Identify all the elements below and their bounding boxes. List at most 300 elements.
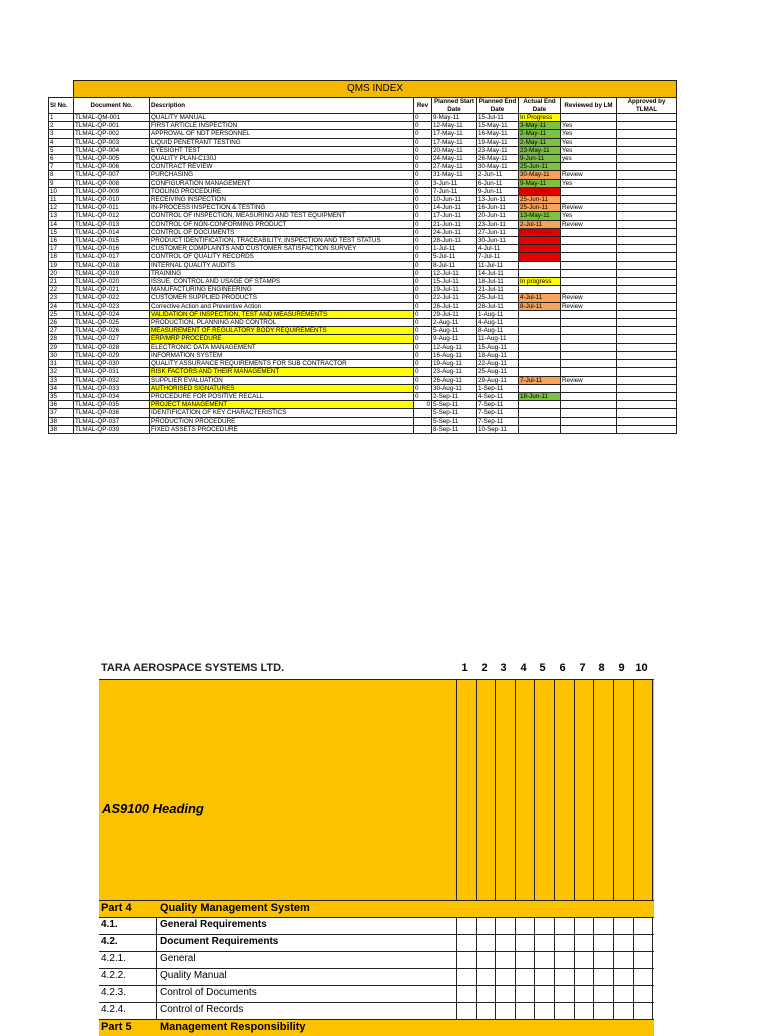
cell-rev: 0 bbox=[414, 228, 432, 236]
cell-approved-by bbox=[617, 302, 677, 310]
column-divider bbox=[613, 680, 614, 900]
cell-planned-start: 2-Aug-11 bbox=[432, 319, 477, 327]
cell-document-no: TLMAL-QP-014 bbox=[74, 228, 150, 236]
cell-actual-end bbox=[519, 245, 561, 253]
cell-description: CUSTOMER SUPPLIED PRODUCTS bbox=[150, 294, 414, 302]
checkbox-cell bbox=[456, 1003, 457, 1020]
cell-reviewed-by: Yes bbox=[561, 138, 617, 146]
cell-rev: 0 bbox=[414, 360, 432, 368]
qms-table-row bbox=[49, 220, 677, 228]
qms-table-row bbox=[49, 327, 677, 335]
cell-reviewed-by bbox=[561, 187, 617, 195]
cell-actual-end bbox=[519, 351, 561, 359]
checkbox-cell bbox=[495, 952, 496, 969]
cell-document-no: TLMAL-QP-015 bbox=[74, 237, 150, 245]
cell-sl-no: 38 bbox=[49, 417, 74, 425]
checkbox-cell bbox=[476, 952, 477, 969]
cell-planned-end: 1-Aug-11 bbox=[477, 310, 519, 318]
cell-sl-no: 6 bbox=[49, 155, 74, 163]
checkbox-cell bbox=[574, 969, 575, 986]
checkbox-cell bbox=[515, 969, 516, 986]
cell-planned-end: 4-Sep-11 bbox=[477, 392, 519, 400]
cell-planned-end: 15-May-11 bbox=[477, 122, 519, 130]
cell-reviewed-by bbox=[561, 401, 617, 409]
cell-description: MEASUREMENT OF REGULATORY BODY REQUIREMENTS bbox=[150, 327, 414, 335]
cell-actual-end bbox=[519, 401, 561, 409]
cell-actual-end: 25-Jun-11 bbox=[519, 204, 561, 212]
cell-actual-end: 2-Jul-11 bbox=[519, 220, 561, 228]
cell-planned-start: 26-Jul-11 bbox=[432, 302, 477, 310]
cell-actual-end: 30-May-11 bbox=[519, 171, 561, 179]
cell-actual-end bbox=[519, 237, 561, 245]
cell-planned-end: 28-Jul-11 bbox=[477, 302, 519, 310]
col-document-no: Document No. bbox=[74, 98, 150, 114]
cell-reviewed-by: Review bbox=[561, 294, 617, 302]
cell-planned-start: 1-Jul-11 bbox=[432, 245, 477, 253]
cell-planned-end: 23-May-11 bbox=[477, 146, 519, 154]
cell-description: CONTROL OF QUALITY RECORDS bbox=[150, 253, 414, 261]
cell-rev: 0 bbox=[414, 171, 432, 179]
checkbox-cell bbox=[495, 935, 496, 952]
col-description: Description bbox=[150, 98, 414, 114]
checkbox-cell bbox=[593, 935, 594, 952]
qms-table-row bbox=[49, 319, 677, 327]
clause-title: General Requirements bbox=[160, 919, 267, 930]
cell-reviewed-by: yes bbox=[561, 155, 617, 163]
cell-rev bbox=[414, 417, 432, 425]
cell-document-no: TLMAL-QP-036 bbox=[74, 409, 150, 417]
qms-table-row bbox=[49, 245, 677, 253]
cell-planned-start: 23-Aug-11 bbox=[432, 368, 477, 376]
cell-actual-end bbox=[519, 417, 561, 425]
cell-planned-end: 30-Jun-11 bbox=[477, 237, 519, 245]
cell-approved-by bbox=[617, 425, 677, 433]
clause-row bbox=[99, 951, 654, 968]
cell-document-no: TLMAL-QP-003 bbox=[74, 138, 150, 146]
cell-document-no: TLMAL-QP-011 bbox=[74, 204, 150, 212]
cell-reviewed-by bbox=[561, 228, 617, 236]
cell-description: TRAINING bbox=[150, 269, 414, 277]
qms-table-row bbox=[49, 163, 677, 171]
cell-planned-end: 15-Jul-11 bbox=[477, 114, 519, 122]
checkbox-cell bbox=[574, 952, 575, 969]
column-divider bbox=[554, 680, 555, 900]
cell-planned-start: 17-May-11 bbox=[432, 130, 477, 138]
cell-approved-by bbox=[617, 278, 677, 286]
cell-sl-no: 9 bbox=[49, 179, 74, 187]
qms-table-row bbox=[49, 278, 677, 286]
cell-rev: 0 bbox=[414, 204, 432, 212]
cell-description: ELECTRONIC DATA MANAGEMENT bbox=[150, 343, 414, 351]
cell-planned-end: 10-Sep-11 bbox=[477, 425, 519, 433]
cell-approved-by bbox=[617, 360, 677, 368]
cell-document-no: TLMAL-QP-029 bbox=[74, 351, 150, 359]
cell-document-no: TLMAL-QP-031 bbox=[74, 368, 150, 376]
cell-planned-end: 4-Aug-11 bbox=[477, 319, 519, 327]
cell-description: PROJECT MANAGEMENT bbox=[150, 401, 414, 409]
clause-number: 4.2. bbox=[101, 936, 118, 947]
cell-planned-end: 14-Jul-11 bbox=[477, 269, 519, 277]
qms-table-row bbox=[49, 360, 677, 368]
cell-actual-end: In progress bbox=[519, 278, 561, 286]
cell-reviewed-by bbox=[561, 409, 617, 417]
cell-description: QUALITY MANUAL bbox=[150, 114, 414, 122]
cell-rev: 0 bbox=[414, 146, 432, 154]
cell-actual-end: 13-May-11 bbox=[519, 212, 561, 220]
cell-approved-by bbox=[617, 286, 677, 294]
cell-actual-end bbox=[519, 253, 561, 261]
cell-actual-end bbox=[519, 286, 561, 294]
cell-sl-no: 2 bbox=[49, 122, 74, 130]
cell-actual-end bbox=[519, 384, 561, 392]
column-divider bbox=[476, 680, 477, 900]
checkbox-cell bbox=[574, 935, 575, 952]
cell-document-no: TLMAL-QP-034 bbox=[74, 392, 150, 400]
cell-planned-end: 7-Sep-11 bbox=[477, 417, 519, 425]
cell-planned-start: 15-Jul-11 bbox=[432, 278, 477, 286]
cell-description: CONTROL OF INSPECTION, MEASURING AND TEST EQUIPMENT bbox=[150, 212, 414, 220]
cell-approved-by bbox=[617, 114, 677, 122]
qms-table-row bbox=[49, 310, 677, 318]
cell-rev: 0 bbox=[414, 376, 432, 384]
cell-rev: 0 bbox=[414, 343, 432, 351]
cell-description: QUALITY ASSURANCE REQUIREMENTS FOR SUB CONTRACTOR bbox=[150, 360, 414, 368]
qms-table-row bbox=[49, 269, 677, 277]
checkbox-cell bbox=[574, 1003, 575, 1020]
clause-row bbox=[99, 1002, 654, 1019]
cell-rev: 0 bbox=[414, 163, 432, 171]
cell-sl-no: 21 bbox=[49, 278, 74, 286]
checkbox-cell bbox=[495, 969, 496, 986]
cell-rev: 0 bbox=[414, 335, 432, 343]
cell-reviewed-by: Yes bbox=[561, 212, 617, 220]
cell-sl-no: 11 bbox=[49, 196, 74, 204]
cell-approved-by bbox=[617, 351, 677, 359]
cell-planned-start: 27-May-11 bbox=[432, 163, 477, 171]
cell-planned-end: 21-Jul-11 bbox=[477, 286, 519, 294]
clause-number: 4.2.3. bbox=[101, 987, 127, 998]
qms-table-row bbox=[49, 294, 677, 302]
cell-rev: 0 bbox=[414, 187, 432, 195]
cell-planned-end: 6-Jun-11 bbox=[477, 179, 519, 187]
cell-planned-start: 3-Jun-11 bbox=[432, 179, 477, 187]
checkbox-cell bbox=[613, 952, 614, 969]
cell-planned-start: 24-Jun-11 bbox=[432, 228, 477, 236]
cell-sl-no: 5 bbox=[49, 146, 74, 154]
cell-actual-end bbox=[519, 368, 561, 376]
cell-sl-no: 26 bbox=[49, 319, 74, 327]
company-name: TARA AEROSPACE SYSTEMS LTD. bbox=[101, 662, 285, 674]
cell-description: FIXED ASSETS PROCEDURE bbox=[150, 425, 414, 433]
row-divider bbox=[156, 918, 157, 935]
cell-planned-start: 17-May-11 bbox=[432, 138, 477, 146]
cell-document-no: TLMAL-QP-019 bbox=[74, 269, 150, 277]
cell-actual-end: 9-Jun-11 bbox=[519, 155, 561, 163]
cell-approved-by bbox=[617, 294, 677, 302]
cell-description: RECEIVING INSPECTION bbox=[150, 196, 414, 204]
row-divider bbox=[156, 986, 157, 1003]
cell-sl-no: 25 bbox=[49, 310, 74, 318]
cell-sl-no: 27 bbox=[49, 327, 74, 335]
cell-planned-start: 21-Jun-11 bbox=[432, 220, 477, 228]
cell-approved-by bbox=[617, 384, 677, 392]
cell-description: TOOLING PROCEDURE bbox=[150, 187, 414, 195]
checkbox-cell bbox=[593, 1003, 594, 1020]
cell-planned-start: 10-Jun-11 bbox=[432, 196, 477, 204]
cell-sl-no: 16 bbox=[49, 237, 74, 245]
checkbox-cell bbox=[613, 918, 614, 935]
checkbox-cell bbox=[495, 986, 496, 1003]
cell-approved-by bbox=[617, 155, 677, 163]
cell-planned-start: 26-Aug-11 bbox=[432, 376, 477, 384]
as9100-checklist bbox=[99, 659, 654, 1033]
column-number: 3 bbox=[500, 662, 507, 674]
cell-reviewed-by bbox=[561, 245, 617, 253]
cell-rev: 0 bbox=[414, 179, 432, 187]
cell-approved-by bbox=[617, 343, 677, 351]
qms-table-row bbox=[49, 302, 677, 310]
column-number: 6 bbox=[559, 662, 566, 674]
cell-description: CONTRACT REVIEW bbox=[150, 163, 414, 171]
cell-rev: 0 bbox=[414, 196, 432, 204]
cell-planned-end: 18-Aug-11 bbox=[477, 351, 519, 359]
cell-reviewed-by bbox=[561, 269, 617, 277]
checkbox-cell bbox=[554, 935, 555, 952]
cell-sl-no: 12 bbox=[49, 204, 74, 212]
cell-approved-by bbox=[617, 138, 677, 146]
cell-reviewed-by bbox=[561, 384, 617, 392]
cell-rev: 0 bbox=[414, 220, 432, 228]
cell-actual-end: 3-May-11 bbox=[519, 122, 561, 130]
checkbox-cell bbox=[554, 918, 555, 935]
checkbox-cell bbox=[534, 969, 535, 986]
cell-reviewed-by bbox=[561, 310, 617, 318]
qms-table-row bbox=[49, 425, 677, 433]
cell-approved-by bbox=[617, 269, 677, 277]
cell-planned-end: 18-Jul-11 bbox=[477, 278, 519, 286]
cell-sl-no: 17 bbox=[49, 245, 74, 253]
row-divider bbox=[156, 935, 157, 952]
checkbox-cell bbox=[554, 952, 555, 969]
cell-planned-end: 7-Sep-11 bbox=[477, 409, 519, 417]
cell-reviewed-by bbox=[561, 163, 617, 171]
cell-actual-end: 23-May-11 bbox=[519, 146, 561, 154]
cell-description: RISK FACTORS AND THEIR MANAGEMENT bbox=[150, 368, 414, 376]
checkbox-cell bbox=[534, 986, 535, 1003]
cell-approved-by bbox=[617, 237, 677, 245]
cell-rev: 0 bbox=[414, 368, 432, 376]
cell-sl-no: 10 bbox=[49, 187, 74, 195]
part-row bbox=[99, 900, 654, 917]
cell-approved-by bbox=[617, 417, 677, 425]
cell-document-no: TLMAL-QP-026 bbox=[74, 327, 150, 335]
clause-number: Part 4 bbox=[101, 902, 132, 914]
cell-approved-by bbox=[617, 376, 677, 384]
cell-approved-by bbox=[617, 261, 677, 269]
cell-reviewed-by bbox=[561, 392, 617, 400]
cell-planned-end: 8-Aug-11 bbox=[477, 327, 519, 335]
cell-actual-end bbox=[519, 319, 561, 327]
column-number: 9 bbox=[618, 662, 625, 674]
cell-reviewed-by bbox=[561, 343, 617, 351]
cell-planned-start: 17-Jun-11 bbox=[432, 212, 477, 220]
cell-approved-by bbox=[617, 130, 677, 138]
cell-description: PROCEDURE FOR POSITIVE RECALL bbox=[150, 392, 414, 400]
cell-planned-start: 12-May-11 bbox=[432, 122, 477, 130]
cell-document-no: TLMAL-QP-005 bbox=[74, 155, 150, 163]
cell-rev: 0 bbox=[414, 138, 432, 146]
checkbox-cell bbox=[534, 952, 535, 969]
cell-reviewed-by: Review bbox=[561, 376, 617, 384]
checkbox-cell bbox=[515, 918, 516, 935]
cell-reviewed-by: Yes bbox=[561, 130, 617, 138]
qms-table-row bbox=[49, 155, 677, 163]
checkbox-cell bbox=[633, 969, 634, 986]
checkbox-cell bbox=[652, 918, 653, 935]
checkbox-cell bbox=[476, 935, 477, 952]
column-number: 8 bbox=[598, 662, 605, 674]
cell-document-no: TLMAL-QP-012 bbox=[74, 212, 150, 220]
cell-description: CONTROL OF NON-CONFORMING PRODUCT bbox=[150, 220, 414, 228]
clause-title: Control of Documents bbox=[160, 987, 257, 998]
cell-approved-by bbox=[617, 187, 677, 195]
cell-planned-end: 19-May-11 bbox=[477, 138, 519, 146]
cell-approved-by bbox=[617, 319, 677, 327]
cell-rev bbox=[414, 425, 432, 433]
cell-approved-by bbox=[617, 327, 677, 335]
checkbox-cell bbox=[476, 1003, 477, 1020]
cell-document-no: TLMAL-QP-016 bbox=[74, 245, 150, 253]
cell-document-no: TLMAL-QP-006 bbox=[74, 163, 150, 171]
cell-sl-no: 31 bbox=[49, 360, 74, 368]
cell-actual-end: 2-May-11 bbox=[519, 138, 561, 146]
qms-table-row bbox=[49, 417, 677, 425]
cell-reviewed-by bbox=[561, 261, 617, 269]
column-divider bbox=[574, 680, 575, 900]
clause-number: 4.2.4. bbox=[101, 1004, 127, 1015]
checkbox-cell bbox=[593, 986, 594, 1003]
checkbox-cell bbox=[652, 935, 653, 952]
qms-table-row bbox=[49, 343, 677, 351]
cell-approved-by bbox=[617, 163, 677, 171]
cell-description: MANUFACTURING ENGINEERING bbox=[150, 286, 414, 294]
checkbox-cell bbox=[456, 969, 457, 986]
checkbox-cell bbox=[652, 1003, 653, 1020]
cell-sl-no: 19 bbox=[49, 261, 74, 269]
cell-document-no: TLMAL-QP-021 bbox=[74, 286, 150, 294]
cell-description: CONFIGURATION MANAGEMENT bbox=[150, 179, 414, 187]
checkbox-cell bbox=[652, 986, 653, 1003]
cell-planned-start: 19-Aug-11 bbox=[432, 360, 477, 368]
cell-rev: 0 bbox=[414, 114, 432, 122]
cell-reviewed-by: Review bbox=[561, 302, 617, 310]
qms-table-row bbox=[49, 114, 677, 122]
cell-sl-no: 30 bbox=[49, 351, 74, 359]
cell-document-no: TLMAL-QP-039 bbox=[74, 425, 150, 433]
cell-planned-start: 5-Sep-11 bbox=[432, 401, 477, 409]
cell-actual-end: 18-Jun-11 bbox=[519, 392, 561, 400]
clause-title: Quality Manual bbox=[160, 970, 227, 981]
cell-planned-start: 8-Sep-11 bbox=[432, 425, 477, 433]
column-number: 5 bbox=[539, 662, 546, 674]
cell-planned-start: 5-Aug-11 bbox=[432, 327, 477, 335]
cell-reviewed-by bbox=[561, 368, 617, 376]
column-number: 10 bbox=[635, 662, 648, 674]
cell-document-no: TLMAL-QP-020 bbox=[74, 278, 150, 286]
cell-approved-by bbox=[617, 204, 677, 212]
cell-reviewed-by bbox=[561, 114, 617, 122]
cell-document-no: TLMAL-QP-010 bbox=[74, 196, 150, 204]
cell-rev: 0 bbox=[414, 392, 432, 400]
cell-description: VALIDATION OF INSPECTION, TEST AND MEASUREMENTS bbox=[150, 310, 414, 318]
clause-number: 4.1. bbox=[101, 919, 118, 930]
qms-table-row bbox=[49, 392, 677, 400]
qms-table-row bbox=[49, 368, 677, 376]
qms-table-row bbox=[49, 335, 677, 343]
cell-rev: 0 bbox=[414, 351, 432, 359]
cell-document-no: TLMAL-QP-028 bbox=[74, 343, 150, 351]
cell-planned-end: 27-Jun-11 bbox=[477, 228, 519, 236]
cell-description: PRODUCTION PROCEDURE bbox=[150, 417, 414, 425]
cell-description: APPROVAL OF NDT PERSONNEL bbox=[150, 130, 414, 138]
cell-sl-no: 8 bbox=[49, 171, 74, 179]
cell-reviewed-by: Review bbox=[561, 171, 617, 179]
cell-sl-no: 22 bbox=[49, 286, 74, 294]
cell-reviewed-by: Yes bbox=[561, 179, 617, 187]
checkbox-cell bbox=[476, 918, 477, 935]
qms-table-row bbox=[49, 261, 677, 269]
cell-sl-no: 34 bbox=[49, 384, 74, 392]
qms-table-body bbox=[49, 114, 677, 434]
cell-planned-start: 29-Jul-11 bbox=[432, 310, 477, 318]
column-divider bbox=[515, 680, 516, 900]
clause-row bbox=[99, 934, 654, 951]
qms-table-row bbox=[49, 146, 677, 154]
cell-actual-end bbox=[519, 343, 561, 351]
cell-rev: 0 bbox=[414, 269, 432, 277]
cell-rev: 0 bbox=[414, 261, 432, 269]
clause-row bbox=[99, 968, 654, 985]
checkbox-cell bbox=[515, 1003, 516, 1020]
cell-description: FIRST ARTICLE INSPECTION bbox=[150, 122, 414, 130]
clause-title: Document Requirements bbox=[160, 936, 279, 947]
column-divider bbox=[652, 680, 653, 900]
cell-approved-by bbox=[617, 179, 677, 187]
cell-actual-end: 2-May-11 bbox=[519, 130, 561, 138]
cell-description: PURCHASING bbox=[150, 171, 414, 179]
cell-sl-no: 37 bbox=[49, 409, 74, 417]
cell-reviewed-by bbox=[561, 319, 617, 327]
cell-reviewed-by bbox=[561, 360, 617, 368]
cell-reviewed-by: Yes bbox=[561, 146, 617, 154]
cell-sl-no: 28 bbox=[49, 335, 74, 343]
cell-document-no: TLMAL-QM-001 bbox=[74, 114, 150, 122]
cell-approved-by bbox=[617, 310, 677, 318]
cell-rev: 0 bbox=[414, 212, 432, 220]
cell-planned-start: 20-May-11 bbox=[432, 146, 477, 154]
qms-table-row bbox=[49, 122, 677, 130]
col-approved-by: Approved by TLMAL bbox=[617, 98, 677, 114]
checkbox-cell bbox=[652, 952, 653, 969]
column-divider bbox=[633, 680, 634, 900]
col-planned-start: Planned Start Date bbox=[432, 98, 477, 114]
clause-title: General bbox=[160, 953, 196, 964]
qms-header-row bbox=[49, 98, 677, 114]
cell-planned-end: 29-Aug-11 bbox=[477, 376, 519, 384]
cell-sl-no: 14 bbox=[49, 220, 74, 228]
col-sl-no: Sl No. bbox=[49, 98, 74, 114]
cell-sl-no: 1 bbox=[49, 114, 74, 122]
